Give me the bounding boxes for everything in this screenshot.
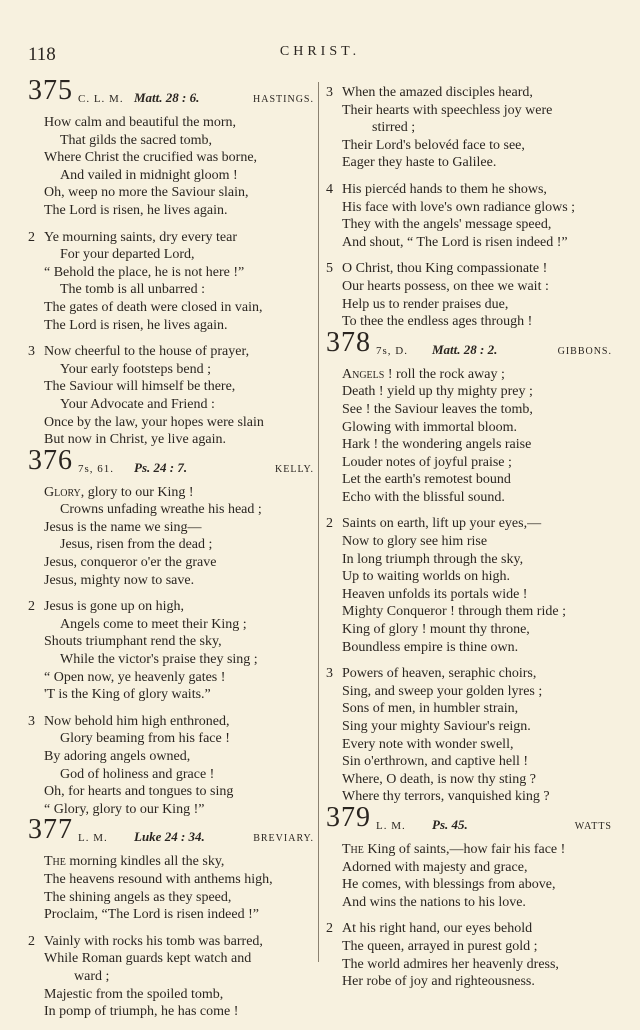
verse-line: Every note with wonder swell, xyxy=(342,736,514,752)
left-column xyxy=(28,75,314,1030)
verse-line: Vainly with rocks his tomb was barred, xyxy=(44,933,263,949)
stanza xyxy=(28,484,314,590)
verse-line: See ! the Saviour leaves the tomb, xyxy=(342,401,533,417)
scripture-reference: Matt. 28 : 2. xyxy=(432,341,498,357)
verse-line: Their Lord's belovéd face to see, xyxy=(342,137,525,153)
verse-line: The Lord is risen, he lives again. xyxy=(44,202,228,218)
verse-line: In pomp of triumph, he has come ! xyxy=(44,1004,239,1020)
verse-line: When the amazed disciples heard, xyxy=(342,85,533,100)
stanza xyxy=(326,260,612,330)
hymn-number: 377 xyxy=(28,814,73,846)
verse-line: Sing your mighty Saviour's reign. xyxy=(342,719,531,734)
verse-line: The world admires her heavenly dress, xyxy=(342,956,559,972)
verse-line: That gilds the sacred tomb, xyxy=(60,132,213,148)
verse-line: Glory beaming from his face ! xyxy=(60,731,230,747)
verse-line: Powers of heaven, seraphic choirs, xyxy=(342,666,537,682)
stanza-number: 2 xyxy=(326,516,333,532)
verse-line: Glory, glory to our King ! xyxy=(44,484,194,500)
verse-line: King of glory ! mount thy throne, xyxy=(342,622,530,638)
verse-line: Saints on earth, lift up your eyes,— xyxy=(342,516,542,532)
stanza-number: 2 xyxy=(28,599,35,615)
hymn-header xyxy=(28,75,314,114)
verse-line: Echo with the blissful sound. xyxy=(342,489,505,505)
verse-line: While Roman guards kept watch and xyxy=(44,951,252,967)
stanza xyxy=(28,229,314,335)
verse-line: Oh, for hearts and tongues to sing xyxy=(44,784,234,800)
verse-line: The queen, arrayed in purest gold ; xyxy=(342,938,538,954)
verse-line: Help us to render praises due, xyxy=(342,296,509,312)
verse-line: At his right hand, our eyes behold xyxy=(342,921,533,937)
verse-line: Where, O death, is now thy sting ? xyxy=(342,771,537,787)
tune-name: WATTS xyxy=(574,820,612,832)
verse-line: Adorned with majesty and grace, xyxy=(342,859,528,875)
stanza xyxy=(28,343,314,449)
verse-line: But now in Christ, ye live again. xyxy=(44,432,226,448)
verse-line: Let the earth's remotest bound xyxy=(342,472,511,488)
scripture-reference: Ps. 45. xyxy=(432,816,468,832)
scripture-reference: Luke 24 : 34. xyxy=(134,829,205,845)
stanza-number: 2 xyxy=(28,933,35,949)
verse-line: The heavens resound with anthems high, xyxy=(44,871,273,887)
verse-line: Angels come to meet their King ; xyxy=(60,616,247,632)
hymn-number: 376 xyxy=(28,444,73,476)
verse-line: The Lord is risen, he lives again. xyxy=(44,317,228,333)
verse-line: God of holiness and grace ! xyxy=(60,766,215,782)
verse-line: And shout, “ The Lord is risen indeed !” xyxy=(342,234,568,250)
verse-line: Now to glory see him rise xyxy=(342,534,488,550)
verse-line: Sons of men, in humbler strain, xyxy=(342,701,519,717)
verse-line: To thee the endless ages through ! xyxy=(342,314,533,330)
verse-line: How calm and beautiful the morn, xyxy=(44,115,237,130)
verse-line: Where thy terrors, vanquished king ? xyxy=(342,789,550,805)
scripture-reference: Ps. 24 : 7. xyxy=(134,459,188,475)
small-caps-word: Angels xyxy=(342,366,385,382)
verse-line: “ Glory, glory to our King !” xyxy=(44,801,205,817)
right-column xyxy=(326,84,612,1000)
verse-line: While the victor's praise they sing ; xyxy=(60,652,258,668)
verse-line: Proclaim, “The Lord is risen indeed !” xyxy=(44,907,259,923)
stanza-number: 2 xyxy=(28,229,35,245)
verse-line: Their hearts with speechless joy were xyxy=(342,102,553,118)
verse-line: His piercéd hands to them he shows, xyxy=(342,181,547,197)
tune-name: KELLY. xyxy=(275,463,314,475)
stanza-number: 2 xyxy=(326,921,333,937)
verse-line: Heaven unfolds its portals wide ! xyxy=(342,586,528,602)
verse-line: stirred ; xyxy=(372,120,416,136)
verse-line: Jesus is the name we sing— xyxy=(44,519,202,535)
verse-line: And vailed in midnight gloom ! xyxy=(60,167,238,183)
tune-name: HASTINGS. xyxy=(253,94,314,105)
verse-line: By adoring angels owned, xyxy=(44,749,191,764)
verse-line: The morning kindles all the sky, xyxy=(44,854,225,870)
column-divider xyxy=(318,82,319,962)
stanza xyxy=(326,841,612,911)
stanza-number: 3 xyxy=(326,666,333,682)
verse-line: Boundless empire is thine own. xyxy=(342,639,519,655)
verse-line: Oh, weep no more the Saviour slain, xyxy=(44,185,249,201)
verse-line: He comes, with blessings from above, xyxy=(342,877,556,893)
verse-line: The Saviour will himself be there, xyxy=(44,379,236,395)
stanza xyxy=(326,84,612,172)
hymn-header xyxy=(28,814,314,853)
tune-name: GIBBONS. xyxy=(557,345,612,357)
hymn-meter: L. M. xyxy=(78,832,108,845)
hymn-meter: C. L. M. xyxy=(78,93,124,105)
stanza xyxy=(326,515,612,656)
small-caps-word: Glory, xyxy=(44,484,85,500)
stanza xyxy=(28,713,314,819)
verse-line: Our hearts possess, on thee we wait : xyxy=(342,278,549,294)
verse-line: Eager they haste to Galilee. xyxy=(342,155,497,171)
verse-line: Majestic from the spoiled tomb, xyxy=(44,986,224,1002)
verse-line: For your departed Lord, xyxy=(60,247,195,263)
stanza-number: 3 xyxy=(326,85,333,100)
verse-line: 'T is the King of glory waits.” xyxy=(44,687,211,703)
verse-line: Jesus, conqueror o'er the grave xyxy=(44,555,217,571)
hymn-meter: L. M. xyxy=(376,819,406,832)
verse-line: They with the angels' message speed, xyxy=(342,217,552,233)
verse-line: O Christ, thou King compassionate ! xyxy=(342,261,548,277)
hymn-header xyxy=(326,801,612,841)
verse-line: Jesus is gone up on high, xyxy=(44,599,184,615)
stanza-number: 4 xyxy=(326,181,333,197)
verse-line: Ye mourning saints, dry every tear xyxy=(44,229,237,245)
hymn-header xyxy=(28,444,314,484)
verse-line: ward ; xyxy=(74,968,110,984)
verse-line: Crowns unfading wreathe his head ; xyxy=(60,502,262,518)
hymn-header xyxy=(326,326,612,366)
page-number: 118 xyxy=(28,44,56,65)
verse-line: And wins the nations to his love. xyxy=(342,894,526,910)
verse-line: “ Open now, ye heavenly gates ! xyxy=(44,669,226,685)
hymn-meter: 7s, D. xyxy=(376,344,408,357)
verse-line: Angels ! roll the rock away ; xyxy=(342,366,505,382)
verse-line: Death ! yield up thy mighty prey ; xyxy=(342,384,533,400)
verse-line: Glowing with immortal bloom. xyxy=(342,419,517,435)
verse-line: Where Christ the crucified was borne, xyxy=(44,150,258,166)
verse-line: Mighty Conqueror ! through them ride ; xyxy=(342,604,566,620)
verse-line: In long triumph through the sky, xyxy=(342,551,524,567)
stanza-number: 5 xyxy=(326,261,333,277)
verse-line: Hark ! the wondering angels raise xyxy=(342,437,532,453)
stanza xyxy=(28,598,314,704)
verse-line: Jesus, mighty now to save. xyxy=(44,572,195,588)
verse-line: Now cheerful to the house of prayer, xyxy=(44,344,250,360)
stanza xyxy=(326,181,612,251)
stanza-number: 3 xyxy=(28,344,35,360)
hymn-number: 379 xyxy=(326,801,371,833)
verse-line: Her robe of joy and righteousness. xyxy=(342,974,535,990)
verse-line: Sing, and sweep your golden lyres ; xyxy=(342,683,543,699)
stanza xyxy=(28,114,314,220)
verse-line: Jesus, risen from the dead ; xyxy=(60,537,213,553)
verse-line: The shining angels as they speed, xyxy=(44,889,232,905)
tune-name: BREVIARY. xyxy=(253,833,314,845)
stanza xyxy=(326,920,612,990)
running-head: CHRIST. xyxy=(279,44,361,59)
stanza xyxy=(28,853,314,923)
hymn-meter: 7s, 61. xyxy=(78,462,115,475)
small-caps-word: The xyxy=(342,841,364,857)
stanza xyxy=(28,933,314,1021)
scripture-reference: Matt. 28 : 6. xyxy=(134,90,200,105)
verse-line: His face with love's own radiance glows ; xyxy=(342,199,576,215)
verse-line: Louder notes of joyful praise ; xyxy=(342,454,512,470)
stanza xyxy=(326,665,612,806)
small-caps-word: The xyxy=(44,854,66,870)
verse-line: Once by the law, your hopes were slain xyxy=(44,414,264,430)
verse-line: The tomb is all unbarred : xyxy=(60,282,206,298)
verse-line: Your Advocate and Friend : xyxy=(60,396,215,412)
verse-line: “ Behold the place, he is not here !” xyxy=(44,264,245,280)
verse-line: The King of saints,—how fair his face ! xyxy=(342,841,566,857)
verse-line: The gates of death were closed in vain, xyxy=(44,299,263,315)
verse-line: Your early footsteps bend ; xyxy=(60,361,212,377)
verse-line: Now behold him high enthroned, xyxy=(44,713,230,729)
verse-line: Up to waiting worlds on high. xyxy=(342,569,510,585)
verse-line: Sin o'erthrown, and captive hell ! xyxy=(342,754,529,770)
stanza-number: 3 xyxy=(28,713,35,729)
verse-line: Shouts triumphant rend the sky, xyxy=(44,634,222,650)
stanza xyxy=(326,366,612,507)
hymn-number: 375 xyxy=(28,75,73,106)
hymn-number: 378 xyxy=(326,326,371,358)
